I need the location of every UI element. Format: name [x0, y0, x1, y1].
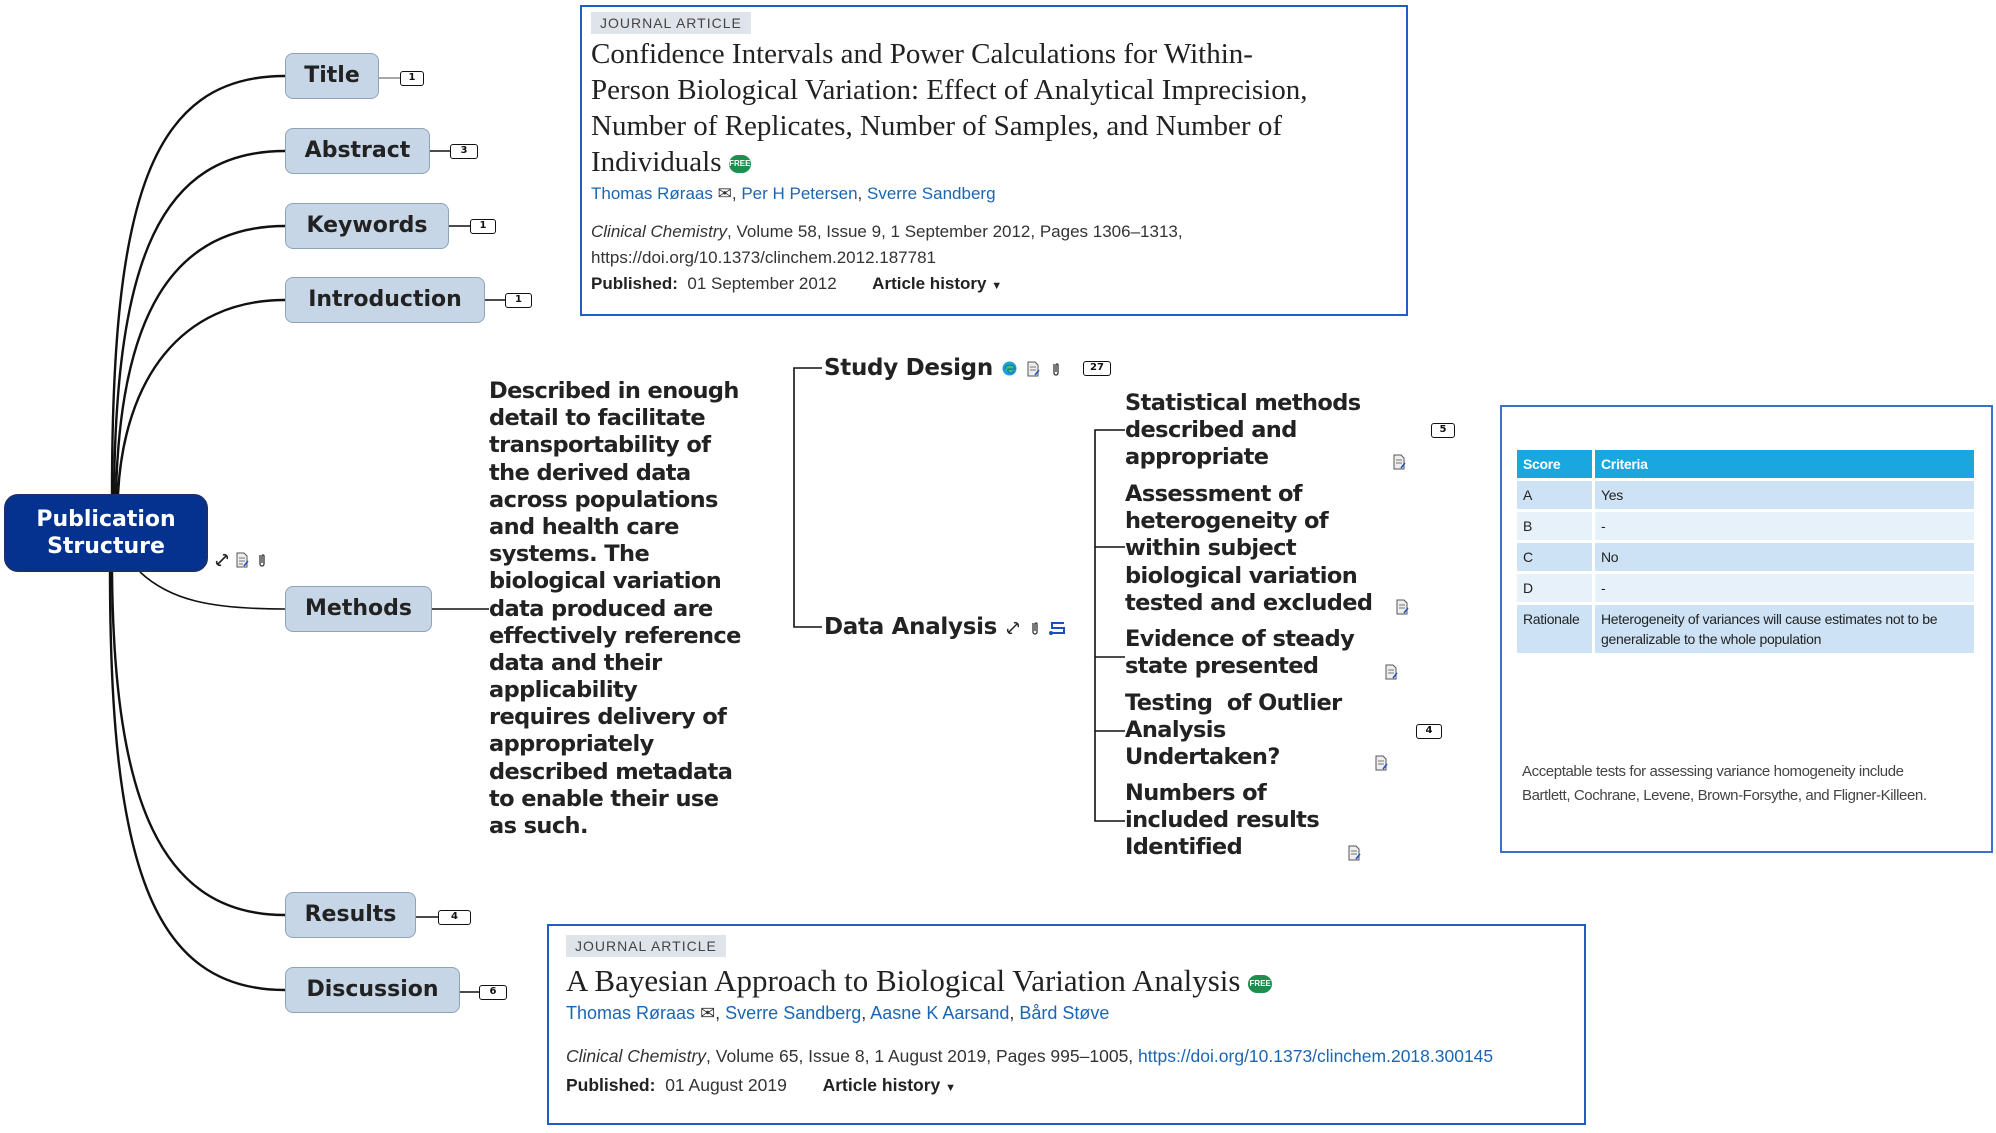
- node-data-analysis[interactable]: [824, 613, 1068, 641]
- footnote: Acceptable tests for assessing variance homogeneity include Bartlett, Cochrane, Levene, Brown-Forsythe, and Fligner-Killeen.: [1522, 763, 1927, 804]
- published-label: Published:: [591, 274, 678, 293]
- connector-methods: [140, 572, 285, 609]
- criterion-outlier-analysis[interactable]: [1125, 690, 1342, 772]
- criterion-steady-state[interactable]: [1125, 626, 1354, 680]
- text-line: Testing of Outlier: [1125, 690, 1342, 716]
- criteria-cell: -: [1595, 574, 1974, 602]
- scoring-criteria-panel: [1500, 405, 1993, 853]
- title-text: A Bayesian Approach to Biological Variation Analysis: [566, 963, 1241, 998]
- text-line: Undertaken?: [1125, 744, 1280, 771]
- article-title[interactable]: [566, 961, 1567, 1001]
- text-line: data produced are: [489, 595, 713, 622]
- count-badge: 1: [400, 71, 424, 86]
- node-discussion[interactable]: [285, 967, 460, 1013]
- column-header: Score: [1517, 450, 1595, 478]
- criteria-bracket: [1095, 430, 1125, 821]
- node-label: Keywords: [306, 213, 428, 238]
- node-title[interactable]: [285, 53, 379, 99]
- count-badge: 4: [438, 910, 471, 925]
- text-line: the derived data: [489, 459, 691, 486]
- text-line: tested and excluded: [1125, 589, 1373, 616]
- text-line: applicability: [489, 677, 638, 704]
- table-row: [1517, 543, 1974, 571]
- note-icon[interactable]: [1025, 361, 1041, 377]
- title-line: Confidence Intervals and Power Calculations for Within-: [591, 38, 1253, 70]
- author-link[interactable]: Thomas Røraas: [591, 184, 713, 203]
- count-badge: 1: [470, 219, 496, 234]
- title-line: Individuals: [591, 146, 722, 178]
- node-results[interactable]: [285, 892, 416, 938]
- count-badge: 27: [1083, 361, 1111, 376]
- node-label: Title: [304, 63, 360, 88]
- count-badge: 5: [1431, 423, 1455, 438]
- journal-name: Clinical Chemistry: [591, 222, 728, 241]
- published-date: 01 August 2019: [665, 1075, 787, 1095]
- text-line: state presented: [1125, 653, 1319, 680]
- author-link[interactable]: Thomas Røraas: [566, 1003, 696, 1023]
- node-label: Data Analysis: [824, 614, 998, 640]
- score-cell: A: [1517, 481, 1595, 509]
- author-link[interactable]: Sverre Sandberg: [867, 184, 996, 203]
- score-cell: B: [1517, 512, 1595, 540]
- article-card-bayesian-approach: [547, 924, 1586, 1125]
- text-line: Assessment of: [1125, 481, 1303, 507]
- text-line: Identified: [1125, 834, 1243, 861]
- criteria-cell: Yes: [1595, 481, 1974, 509]
- text-line: Numbers of: [1125, 780, 1267, 806]
- count-badge: 3: [450, 144, 478, 159]
- text-line: detail to facilitate: [489, 405, 706, 432]
- text-line: transportability of: [489, 432, 711, 459]
- note-icon[interactable]: [1373, 755, 1389, 771]
- relationship-icon[interactable]: [1048, 619, 1068, 637]
- author-link[interactable]: Bård Støve: [1019, 1003, 1110, 1023]
- text-line: effectively reference: [489, 622, 741, 649]
- node-label: Abstract: [304, 138, 411, 163]
- text-line: across populations: [489, 486, 718, 513]
- publication-info: [591, 274, 1397, 294]
- node-label: Results: [304, 902, 397, 927]
- title-line: Person Biological Variation: Effect of Analytical Imprecision,: [591, 74, 1308, 106]
- score-cell: Rationale: [1517, 605, 1595, 653]
- count-badge: 1: [505, 293, 532, 308]
- text-line: biological variation: [1125, 562, 1358, 589]
- article-history-dropdown[interactable]: [823, 1075, 956, 1095]
- criteria-cell: No: [1595, 543, 1974, 571]
- text-line: and health care: [489, 513, 679, 540]
- author-link[interactable]: Per H Petersen: [741, 184, 858, 203]
- citation: [566, 1046, 1567, 1067]
- score-table: [1517, 447, 1974, 656]
- count-badge: 4: [1416, 724, 1442, 739]
- study-bracket: [794, 368, 822, 627]
- note-icon[interactable]: [1383, 664, 1399, 680]
- table-row: [1517, 605, 1974, 653]
- count-badge: 6: [479, 985, 507, 1000]
- criterion-included-results[interactable]: [1125, 780, 1319, 862]
- free-badge-icon: FREE: [729, 155, 751, 173]
- text-line: data and their: [489, 649, 662, 676]
- article-history-dropdown[interactable]: [872, 274, 1002, 293]
- attachment-icon[interactable]: [1029, 620, 1041, 636]
- text-line: Analysis: [1125, 717, 1226, 744]
- score-cell: C: [1517, 543, 1595, 571]
- root-node-publication-structure[interactable]: [4, 494, 208, 572]
- node-introduction[interactable]: [285, 277, 485, 323]
- article-title[interactable]: [591, 36, 1397, 180]
- history-label: Article history: [872, 274, 987, 293]
- node-label: Discussion: [306, 977, 439, 1002]
- citation: [591, 222, 1397, 242]
- link-icon[interactable]: [214, 552, 230, 568]
- text-line: Described in enough: [489, 378, 739, 404]
- text-line: heterogeneity of: [1125, 508, 1329, 535]
- published-date: 01 September 2012: [687, 274, 837, 293]
- email-icon[interactable]: ✉: [700, 1003, 716, 1023]
- text-line: as such.: [489, 813, 588, 839]
- history-label: Article history: [822, 1075, 941, 1095]
- text-line: to enable their use: [489, 785, 719, 812]
- table-row: [1517, 512, 1974, 540]
- citation-details: , Volume 65, Issue 8, 1 August 2019, Pages 995–1005,: [706, 1046, 1139, 1066]
- text-line: appropriately: [489, 731, 654, 758]
- edge-browser-icon[interactable]: [1001, 360, 1018, 377]
- node-methods[interactable]: [285, 586, 432, 632]
- node-label: Study Design: [824, 355, 993, 381]
- text-line: requires delivery of: [489, 704, 727, 731]
- attachment-icon[interactable]: [1049, 361, 1063, 377]
- node-label: Methods: [305, 596, 412, 621]
- text-line: Statistical methods: [1125, 390, 1361, 416]
- text-line: included results: [1125, 807, 1320, 834]
- table-row: [1517, 574, 1974, 602]
- criterion-statistical-methods[interactable]: [1125, 390, 1361, 472]
- link-icon[interactable]: [1005, 620, 1021, 636]
- attachment-icon[interactable]: [255, 552, 269, 568]
- publication-info: [566, 1075, 1567, 1096]
- note-icon[interactable]: [1394, 599, 1410, 615]
- note-icon[interactable]: [1346, 845, 1362, 861]
- root-label-line: Structure: [47, 534, 165, 559]
- connector-discussion: [110, 572, 285, 990]
- published-label: Published:: [566, 1075, 656, 1095]
- criteria-cell: -: [1595, 512, 1974, 540]
- table-row: [1517, 481, 1974, 509]
- note-icon[interactable]: [1391, 454, 1407, 470]
- article-card-confidence-intervals: [580, 5, 1408, 316]
- note-icon[interactable]: [234, 552, 250, 568]
- column-header: Criteria: [1595, 450, 1974, 478]
- root-label-line: Publication: [36, 507, 176, 532]
- caret-down-icon: ▼: [991, 280, 1003, 292]
- text-line: biological variation: [489, 568, 722, 595]
- article-type-tag: JOURNAL ARTICLE: [591, 12, 751, 34]
- criteria-cell: Heterogeneity of variances will cause estimates not to be generalizable to the whole population: [1595, 605, 1974, 653]
- doi-link[interactable]: https://doi.org/10.1373/clinchem.2018.300145: [1138, 1046, 1494, 1066]
- author-link[interactable]: Aasne K Aarsand: [870, 1003, 1010, 1023]
- title-line: Number of Replicates, Number of Samples, and Number of: [591, 110, 1282, 142]
- author-list: Thomas Røraas ✉, Per H Petersen, Sverre Sandberg: [591, 184, 996, 203]
- author-list: Thomas Røraas ✉, Sverre Sandberg, Aasne K Aarsand, Bård Støve: [566, 1003, 1110, 1023]
- methods-description[interactable]: [489, 378, 741, 840]
- text-line: described metadata: [489, 758, 733, 785]
- email-icon[interactable]: ✉: [717, 184, 732, 203]
- root-icons: [214, 551, 269, 569]
- criterion-heterogeneity[interactable]: [1125, 481, 1372, 617]
- node-keywords[interactable]: [285, 203, 449, 249]
- text-line: within subject: [1125, 535, 1297, 562]
- score-cell: D: [1517, 574, 1595, 602]
- text-line: systems. The: [489, 541, 650, 568]
- text-line: described and: [1125, 417, 1297, 444]
- free-badge-icon: FREE: [1248, 975, 1272, 993]
- caret-down-icon: ▼: [945, 1082, 957, 1094]
- article-type-tag: JOURNAL ARTICLE: [566, 935, 726, 957]
- citation-details: , Volume 58, Issue 9, 1 September 2012, Pages 1306–1313,: [727, 222, 1183, 241]
- text-line: Evidence of steady: [1125, 626, 1355, 652]
- node-label: Introduction: [308, 287, 462, 312]
- doi-link[interactable]: https://doi.org/10.1373/clinchem.2012.187781: [591, 248, 936, 267]
- connector-title: [112, 76, 285, 494]
- node-abstract[interactable]: [285, 128, 430, 174]
- node-study-design[interactable]: [824, 354, 1063, 382]
- text-line: appropriate: [1125, 444, 1269, 471]
- author-link[interactable]: Sverre Sandberg: [725, 1003, 862, 1023]
- journal-name: Clinical Chemistry: [566, 1046, 707, 1066]
